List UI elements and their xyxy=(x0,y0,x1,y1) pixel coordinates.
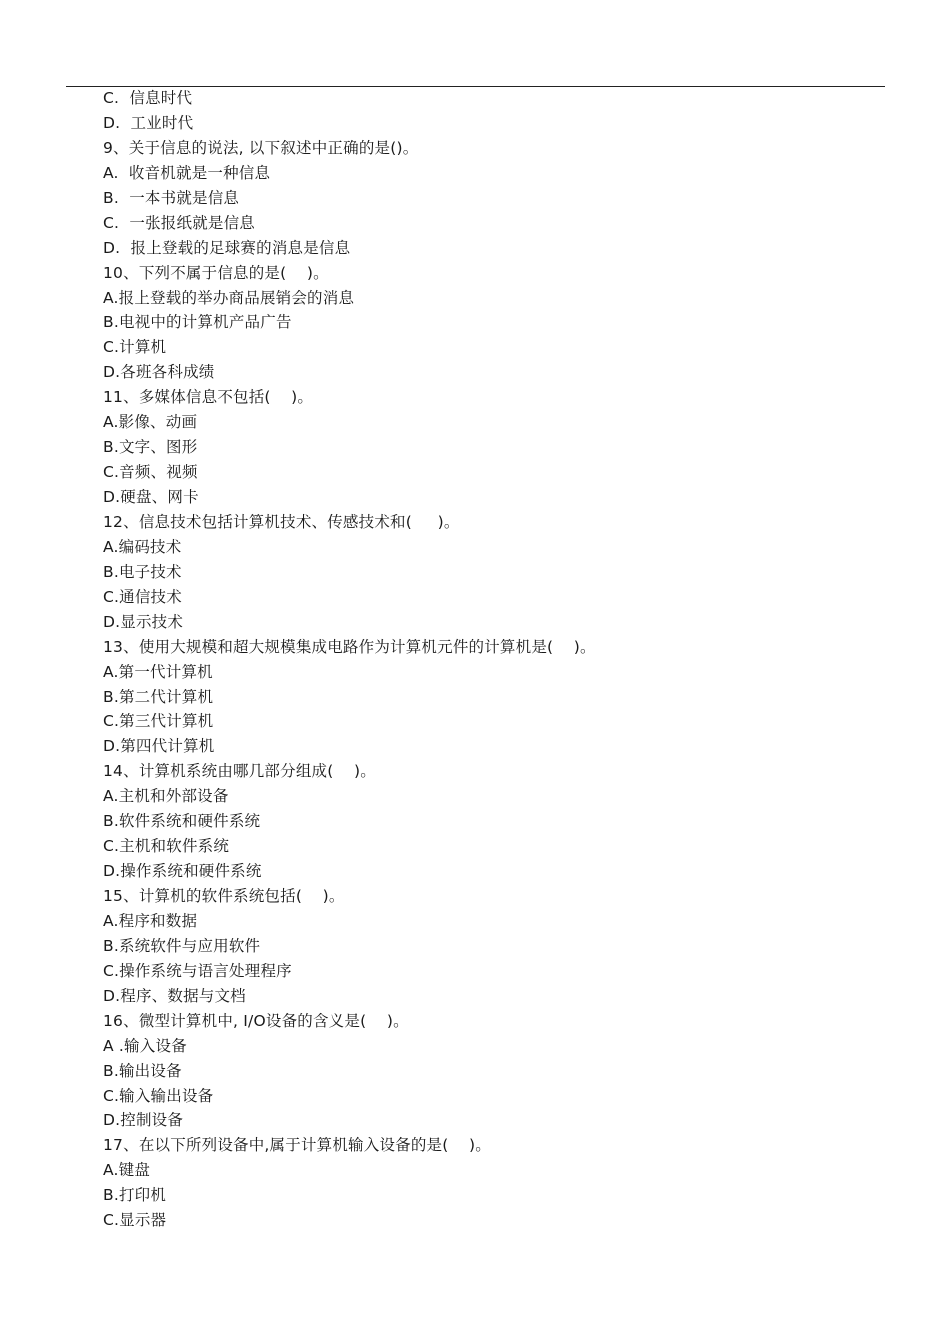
text-line: 11、多媒体信息不包括( )。 xyxy=(103,388,314,407)
text-line: A.报上登载的举办商品展销会的消息 xyxy=(103,288,355,307)
text-line: A.程序和数据 xyxy=(103,911,198,930)
text-line: D. 工业时代 xyxy=(103,113,194,132)
text-line: C.通信技术 xyxy=(103,587,182,606)
text-line: C.音频、视频 xyxy=(103,463,198,482)
text-line: C.第三代计算机 xyxy=(103,712,214,731)
text-line: A.键盘 xyxy=(103,1161,151,1180)
text-line: B.输出设备 xyxy=(103,1061,182,1080)
text-line: B. 一本书就是信息 xyxy=(103,188,240,207)
question-list xyxy=(103,86,910,1233)
text-line: A.第一代计算机 xyxy=(103,662,213,681)
text-line: D.显示技术 xyxy=(103,612,184,631)
text-line: D.各班各科成绩 xyxy=(103,363,215,382)
text-line: D.操作系统和硬件系统 xyxy=(103,862,262,881)
text-line: 17、在以下所列设备中,属于计算机输入设备的是( )。 xyxy=(103,1136,491,1155)
text-line: D.控制设备 xyxy=(103,1111,184,1130)
text-line: C.操作系统与语言处理程序 xyxy=(103,961,292,980)
text-line: 13、使用大规模和超大规模集成电路作为计算机元件的计算机是( )。 xyxy=(103,637,596,656)
text-line: D.硬盘、网卡 xyxy=(103,488,199,506)
text-line: B.软件系统和硬件系统 xyxy=(103,812,261,831)
text-line: D.程序、数据与文档 xyxy=(103,986,246,1005)
text-line: B.系统软件与应用软件 xyxy=(103,936,261,955)
text-line: C. 信息时代 xyxy=(103,89,193,107)
text-line: D. 报上登载的足球赛的消息是信息 xyxy=(103,238,351,257)
text-line: A.编码技术 xyxy=(103,537,182,556)
text-line: 15、计算机的软件系统包括( )。 xyxy=(103,887,345,905)
text-line: C.输入输出设备 xyxy=(103,1086,214,1105)
text-line: 16、微型计算机中, I/O设备的含义是( )。 xyxy=(103,1011,409,1030)
text-line: A .输入设备 xyxy=(103,1036,187,1055)
text-line: B.文字、图形 xyxy=(103,438,198,457)
text-line: B.电子技术 xyxy=(103,562,182,581)
text-line: C.主机和软件系统 xyxy=(103,837,230,856)
text-line: 12、信息技术包括计算机技术、传感技术和( )。 xyxy=(103,512,460,531)
text-line: 14、计算机系统由哪几部分组成( )。 xyxy=(103,762,376,781)
text-line: B.第二代计算机 xyxy=(103,687,214,706)
text-line: 9、关于信息的说法, 以下叙述中正确的是()。 xyxy=(103,138,419,157)
text-line: B.打印机 xyxy=(103,1186,167,1205)
text-line: A.主机和外部设备 xyxy=(103,787,229,806)
text-line: 10、下列不属于信息的是( )。 xyxy=(103,263,329,282)
text-line: C.计算机 xyxy=(103,338,167,357)
text-line: B.电视中的计算机产品广告 xyxy=(103,313,292,332)
text-line: C. 一张报纸就是信息 xyxy=(103,213,256,232)
text-line: A.影像、动画 xyxy=(103,413,198,432)
text-line: A. 收音机就是一种信息 xyxy=(103,163,271,182)
text-line: C.显示器 xyxy=(103,1211,167,1230)
text-line: D.第四代计算机 xyxy=(103,737,215,756)
